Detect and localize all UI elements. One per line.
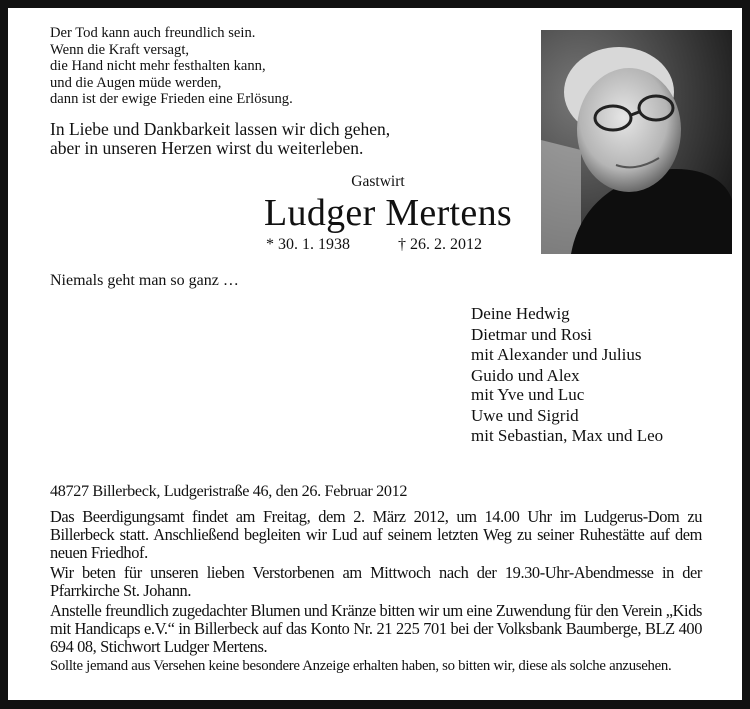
mourner: Uwe und Sigrid (471, 406, 579, 426)
poem-line: dann ist der ewige Frieden eine Erlösung. (50, 91, 293, 108)
closing-phrase: Niemals geht man so ganz … (50, 272, 239, 289)
mourner: Guido und Alex (471, 365, 580, 385)
occupation: Gastwirt (351, 173, 405, 190)
mourner: mit Alexander und Julius (471, 344, 642, 364)
funeral-details (50, 508, 702, 678)
mourner: mit Yve und Luc (471, 385, 585, 405)
farewell-text (50, 120, 390, 158)
mourner: Dietmar und Rosi (471, 325, 592, 345)
death-date: † 26. 2. 2012 (398, 236, 482, 253)
address-line: 48727 Billerbeck, Ludgeristraße 46, den 26. Februar 2012 (50, 482, 408, 500)
mourner: Deine Hedwig (471, 304, 570, 323)
deceased-name: Ludger Mertens (264, 192, 512, 234)
birth-date: * 30. 1. 1938 (266, 236, 350, 253)
poem-line: die Hand nicht mehr festhalten kann, (50, 58, 266, 75)
farewell-line: aber in unseren Herzen wirst du weiterleben. (50, 138, 364, 158)
paragraph-prayer: Wir beten für unseren lieben Verstorbenen am Mittwoch nach der 19.30-Uhr-Abendmesse in der Pfarrkirche St. Johann. (50, 562, 702, 600)
mourner: mit Sebastian, Max und Leo (471, 425, 664, 445)
poem-line: Wenn die Kraft versagt, (50, 41, 190, 58)
poem (50, 25, 293, 108)
poem-line: und die Augen müde werden, (50, 74, 222, 91)
paragraph-notice: Sollte jemand aus Versehen keine besondere Anzeige erhalten haben, so bitten wir, diese als solche anzusehen. (50, 657, 672, 674)
farewell-line: In Liebe und Dankbarkeit lassen wir dich gehen, (50, 119, 391, 139)
paragraph-funeral: Das Beerdigungsamt findet am Freitag, dem 2. März 2012, um 14.00 Uhr im Ludgerus-Dom zu Billerbeck statt. Anschließend begleiten wir Lud auf seinem letzten Weg zu seiner Ruhestätte auf dem neuen Friedhof. (50, 507, 702, 562)
obituary-notice (8, 8, 742, 700)
poem-line: Der Tod kann auch freundlich sein. (50, 25, 256, 41)
mourners-list (471, 304, 663, 445)
paragraph-donation: Anstelle freundlich zugedachter Blumen und Kränze bitten wir um eine Zuwendung für den Verein „Kids mit Handicaps e.V.“ in Billerbeck auf das Konto Nr. 21 225 701 bei der Volksbank Baumberge, BLZ 400 694 08, Stichwort Ludger Mertens. (50, 600, 702, 656)
